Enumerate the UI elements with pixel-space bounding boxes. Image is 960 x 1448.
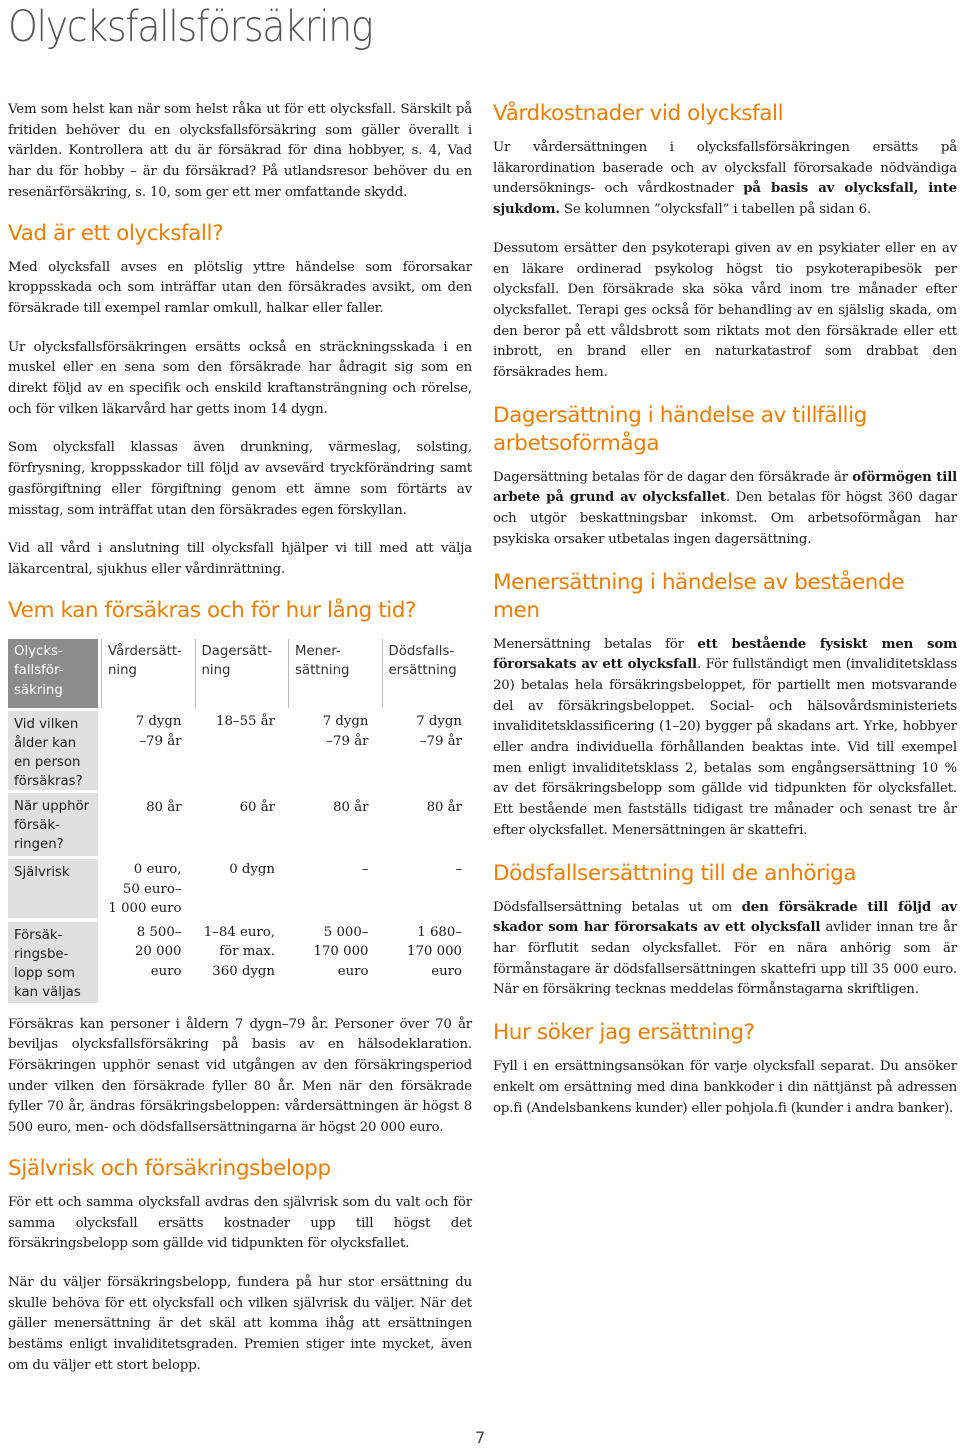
paragraph-daily <box>493 468 957 551</box>
table-cell: 1 680– 170 000 euro <box>407 924 462 979</box>
paragraph-care-2: Dessutom ersätter den psykoterapi given av en psykiater eller en av en läkare ordinerad psykolog högst tio psykoterapibesök per olycksfall. Den försäkrade ska söka vård inom tre månader efter olycksfallet. Terapi ges också för behandling av en själslig skada, om den beror på ett våldsbrott som riktats mot den försäkrade eller ett inbrott, en brand eller en naturkatastrof som drabbat den försäkrades hem. <box>493 240 957 381</box>
heading-death-benefit: Dödsfallsersättning till de anhöriga <box>493 860 857 886</box>
table-cell: 60 år <box>239 800 275 816</box>
text-run: Dödsfallsersättning betalas ut om <box>493 899 742 915</box>
table-row <box>8 856 472 919</box>
table-row-label: Självrisk <box>8 856 98 918</box>
text-run: . Den betalas för högst 360 dagar och utgör beskattningsbar inkomst. Om arbetsoförmågan har psykiska orsaker utbetalas ingen dagersättning. <box>493 490 957 547</box>
text-run: Dagersättning betalas för de dagar den försäkrade är <box>493 469 853 485</box>
paragraph-care-1 <box>493 138 957 221</box>
table-row-label: När upphör försäk- ringen? <box>8 790 98 856</box>
text-run: Ur vårdersättningen i olycksfallsförsäkringen ersätts på läkarordination baserade och av olycksfall förorsakade nödvändiga undersöknings- och vårdkostnader <box>493 140 957 197</box>
paragraph-what-3: Som olycksfall klassas även drunkning, värmeslag, solsting, förfrysning, kroppsskador till följd av avsevärd tryckförändring samt gasförgiftning eller förgiftning genom ett ämne som förtärts av misstag, som inträffat utan den försäkrades egen förskyllan. <box>8 440 472 518</box>
paragraph-what-4: Vid all vård i anslutning till olycksfall hjälper vi till med att välja läkarcentral, sjukhus eller vårdinrättning. <box>8 541 472 577</box>
paragraph-apply: Fyll i en ersättningsansökan för varje olycksfall separat. Du ansöker enkelt om ersättning med dina bankkoder i din nättjänst på adressen op.fi (Andelsbankens kunder) eller pohjola.fi (kunder i andra banker). <box>493 1059 957 1116</box>
text-run-bold: oförmögen till arbete på grund av olycksfallet <box>493 469 957 506</box>
heading-what-is-accident: Vad är ett olycksfall? <box>8 220 224 246</box>
insurance-table <box>8 639 472 1003</box>
heading-how-to-apply: Hur söker jag ersättning? <box>493 1020 755 1046</box>
table-header-row <box>8 639 472 709</box>
page-number: 7 <box>475 1428 486 1447</box>
table-cell: 80 år <box>146 800 182 816</box>
text-run-bold: den försäkrade till följd av skador som har förorsakats av ett olycksfall <box>493 899 957 936</box>
table-cell: 0 dygn <box>229 862 275 878</box>
heading-daily-allowance: Dagersättning i händelse av tillfällig arbetsoförmåga <box>493 402 867 456</box>
table-cell: 1–84 euro, för max. 360 dygn <box>203 924 275 979</box>
table-row-label: Försäk- ringsbe- lopp som kan väljas <box>8 919 98 1003</box>
table-cell: 0 euro, 50 euro– 1 000 euro <box>108 862 182 917</box>
table-header-death: Dödsfalls- ersättning <box>382 639 473 709</box>
heading-care-costs: Vårdkostnader vid olycksfall <box>493 101 784 126</box>
paragraph-what-2: Ur olycksfallsförsäkringen ersätts också en sträckningsskada i en muskel eller en sena som den försäkrade har ådragit sig som en direkt följd av en specifik och enskild kraftansträngning och rörelse, och för vilken läkarvård har getts inom 14 dygn. <box>8 339 472 417</box>
page-title: Olycksfallsförsäkring <box>8 2 373 52</box>
table-cell: 5 000– 170 000 euro <box>313 924 369 979</box>
table-cell: 7 dygn –79 år <box>322 714 369 749</box>
table-cell: – <box>455 862 462 878</box>
paragraph-deductible-2: När du väljer försäkringsbelopp, fundera på hur stor ersättning du skulle behöva för ett olycksfall och vilken självrisk du väljer. När det gäller menersättning är det skäl att komma ihåg att ersättningen bestäms enligt invaliditetsgraden. Premien stiger inte mycket, även om du väljer ett stort belopp. <box>8 1274 472 1373</box>
paragraph-death <box>493 898 957 1002</box>
table-row <box>8 790 472 856</box>
table-cell: 7 dygn –79 år <box>135 714 182 749</box>
intro-paragraph: Vem som helst kan när som helst råka ut för ett olycksfall. Särskilt på fritiden behöver du en olycksfallsförsäkring som gäller överallt i världen. Kontrollera att du är försäkrad för dina hobbyer, s. 4, Vad har du för hobby – är du försäkrad? På utlandsresor behöver du en resenärförsäkring, s. 10, som ger ett mer omfattande skydd. <box>8 102 472 200</box>
table-corner-cell: Olycks- fallsför- säkring <box>8 639 98 709</box>
paragraph-permanent <box>493 635 957 842</box>
table-cell: 80 år <box>426 800 462 816</box>
table-cell: 18–55 år <box>216 714 275 730</box>
table-header-care: Vårdersätt- ning <box>101 639 192 709</box>
table-header-permanent: Mener- sättning <box>288 639 379 709</box>
text-run-bold: ett bestående fysiskt men som förorsakats av ett olycksfall <box>493 636 958 673</box>
table-cell: – <box>361 862 369 878</box>
paragraph-what-1: Med olycksfall avses en plötslig yttre händelse som förorsakar kroppsskada och som inträffar utan den försäkrades avsikt, om den försäkrade till exempel ramlar omkull, halkar eller faller. <box>8 259 472 316</box>
text-run: Se kolumnen ”olycksfall” i tabellen på sidan 6. <box>559 202 872 218</box>
paragraph-who: Försäkras kan personer i åldern 7 dygn–79 år. Personer över 70 år beviljas olycksfallsförsäkring på basis av en hälsodeklaration. Försäkringen upphör senast vid utgången av den försäkringsperiod under vilken den försäkrade fyller 80 år. Men när den försäkrade fyller 70 år, ändras försäkringsbeloppen: vårdersättningen är högst 8 500 euro, men- och dödsfallsersättningarna är högst 20 000 euro. <box>8 1016 472 1136</box>
table-header-daily: Dagersätt- ning <box>195 639 286 709</box>
table-cell: 7 dygn –79 år <box>416 714 462 749</box>
table-row <box>8 708 472 790</box>
text-run: Menersättning betalas för <box>493 636 698 652</box>
table-row-label: Vid vilken ålder kan en person försäkras? <box>8 708 98 790</box>
text-run: . För fullständigt men (invaliditetsklass 20) betalas hela försäkringsbeloppet, för partiellt men motsvarande del av försäkringsbeloppet. Social- och hälsovårdsministeriets invaliditetsklassificering (1–20) bygger på skadans art. Yrke, hobbyer eller andra individuella förhållanden beaktas inte. Vid till exempel men enligt invaliditetsklass 2, betalas som engångsersättning 10 % av det försäkringsbelopp som gällde vid tidpunkten för olycksfallet. Ett bestående men fastställs tidigast tre månader och senast tre år efter olycksfallet. Menersättningen är skattefri. <box>493 657 958 838</box>
left-column <box>8 100 472 1395</box>
table-row <box>8 919 472 1003</box>
table-cell: 80 år <box>333 800 369 816</box>
text-run: avlider innan tre år har förflutit sedan olycksfallet. För en nära anhörig som är förmånstagare är dödsfallsersättningen skattefri upp till 35 000 euro. När en försäkring tecknas meddelas förmånstagarna skriftligen. <box>493 920 957 998</box>
heading-permanent-injury: Menersättning i händelse av bestående men <box>493 569 905 623</box>
table-cell: 8 500– 20 000 euro <box>134 924 182 979</box>
right-column <box>493 100 957 1137</box>
paragraph-deductible-1: För ett och samma olycksfall avdras den självrisk som du valt och för samma olycksfall ersätts kostnader upp till högst det försäkringsbelopp som gällde vid tidpunkten för olycksfallet. <box>8 1194 472 1252</box>
text-run-bold: på basis av olycksfall, inte sjukdom. <box>493 181 957 218</box>
heading-deductible: Självrisk och försäkringsbelopp <box>8 1155 331 1181</box>
heading-who-can-be-insured: Vem kan försäkras och för hur lång tid? <box>8 597 417 623</box>
